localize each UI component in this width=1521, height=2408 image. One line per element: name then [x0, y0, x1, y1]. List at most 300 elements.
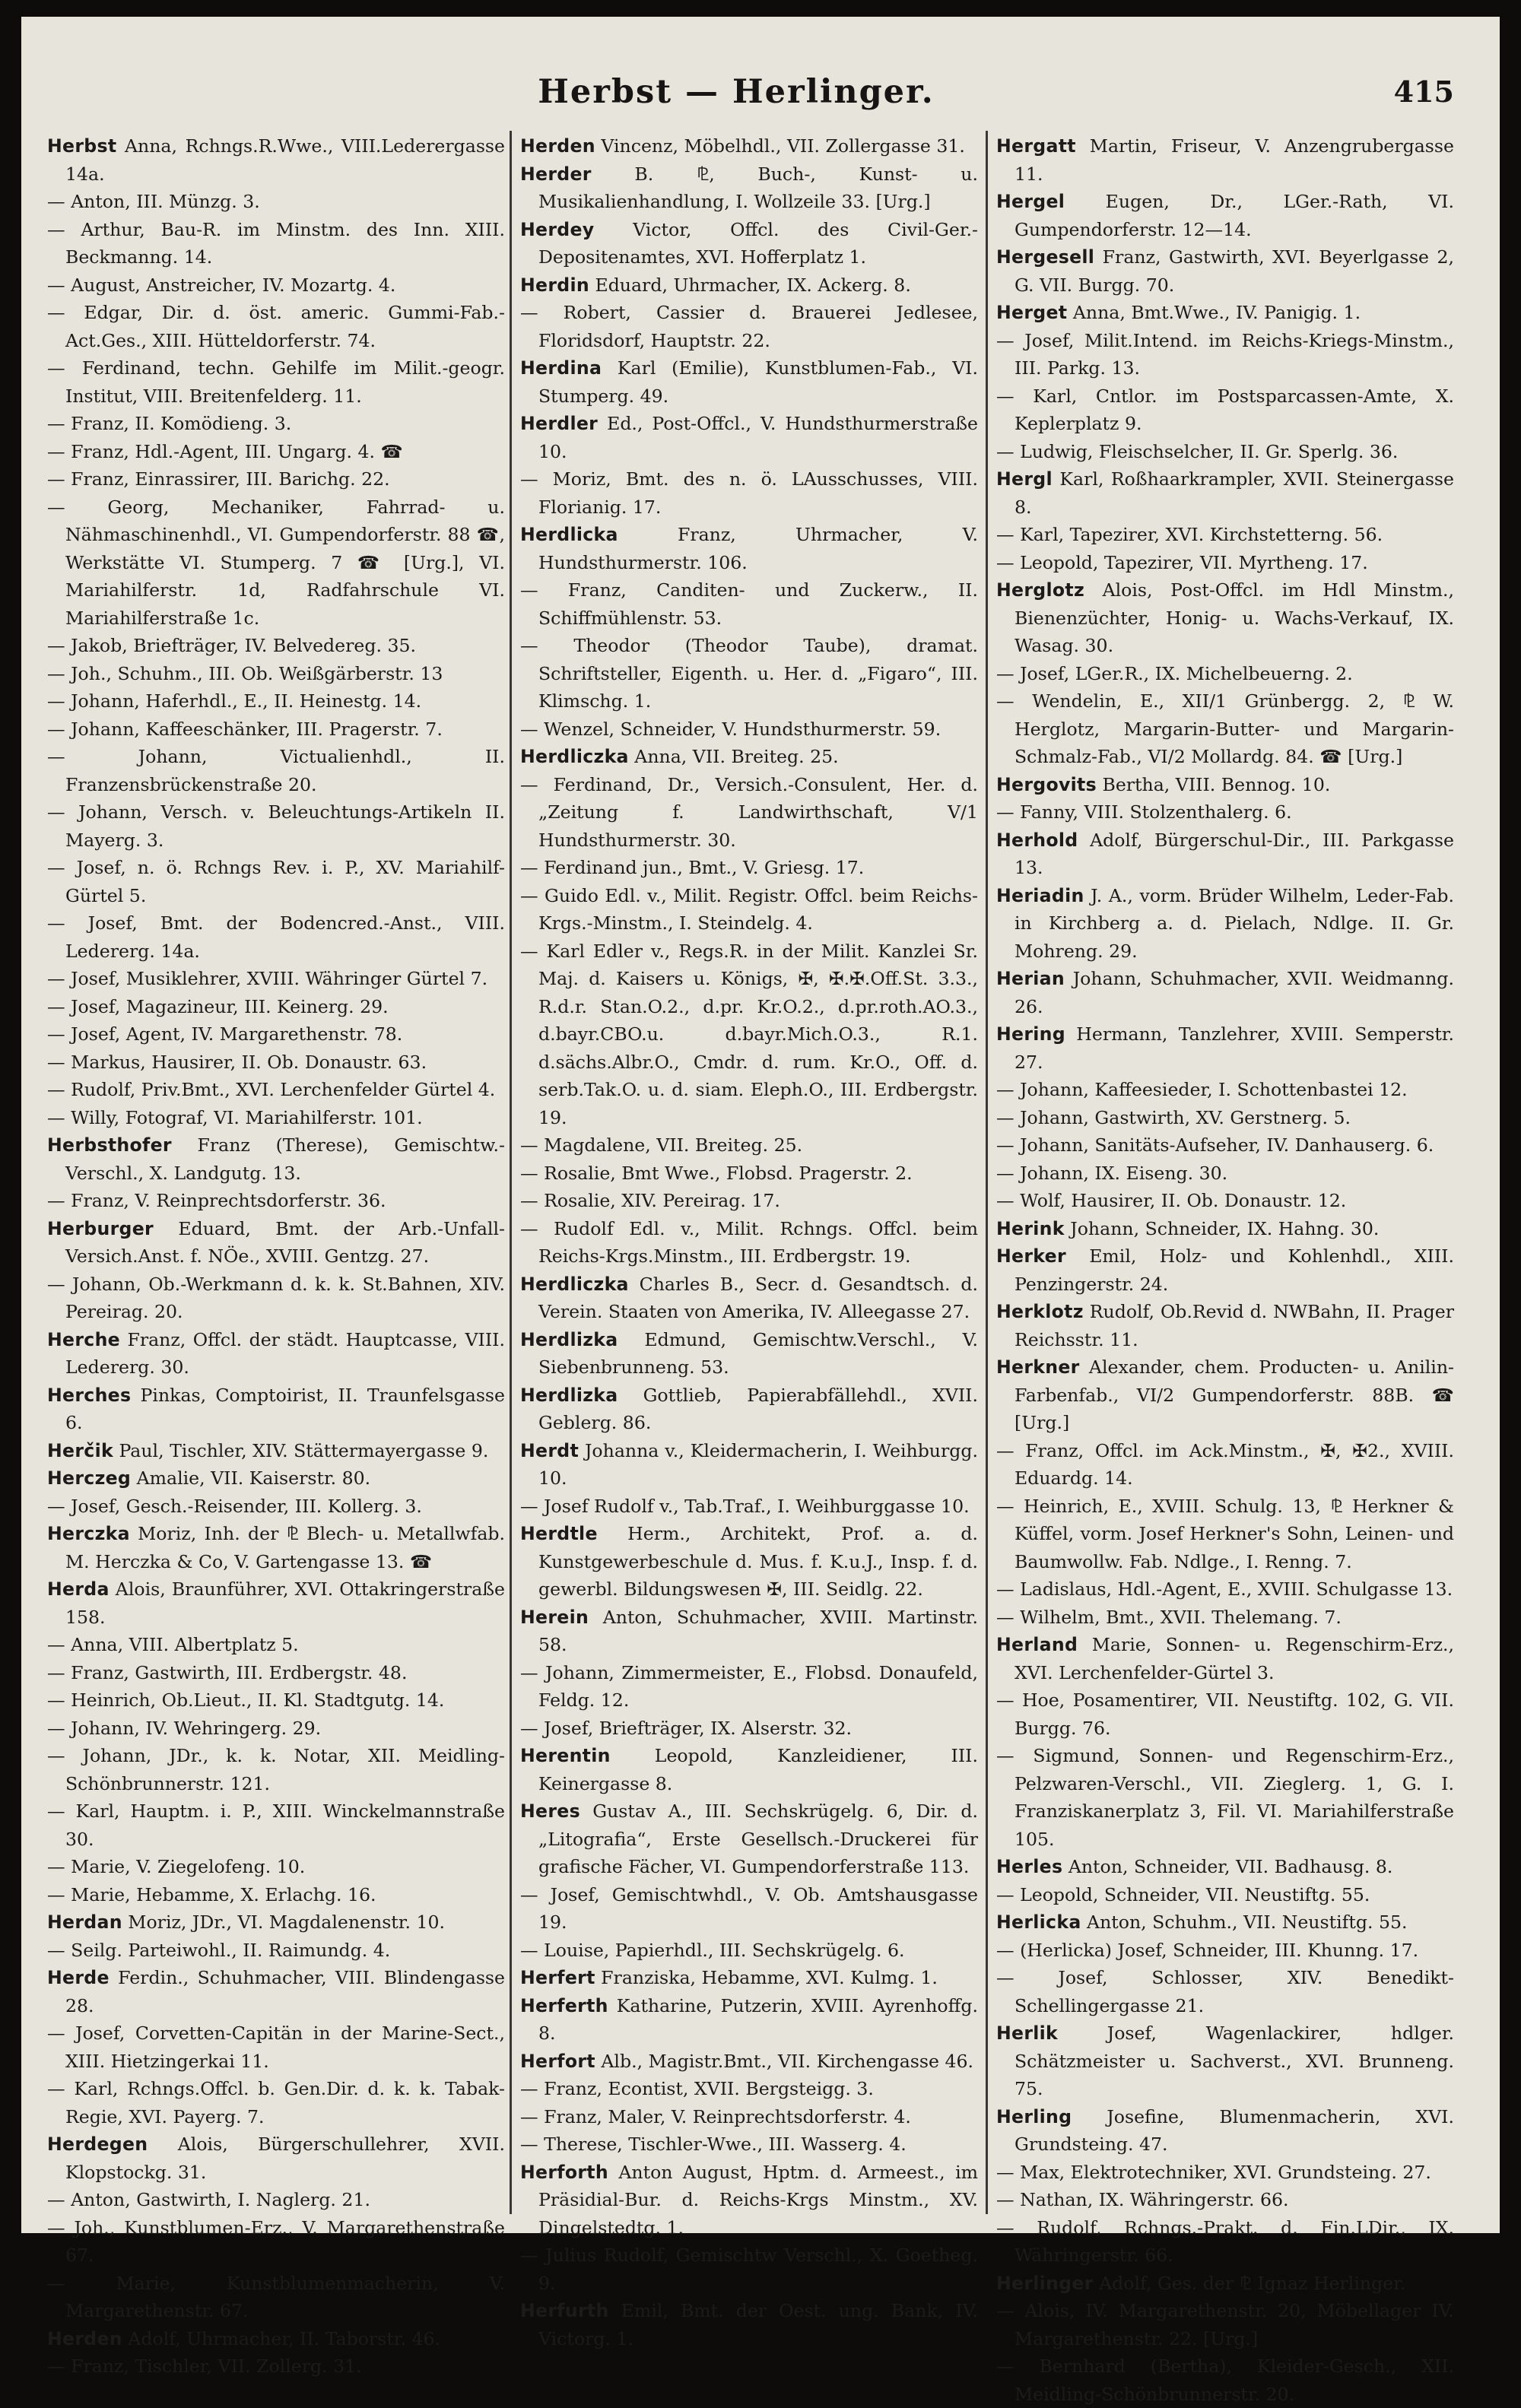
running-head: Herbst — Herlinger. [538, 73, 935, 111]
entry-text: Katharine, Putzerin, XVIII. Ayrenhoffg. 8. [538, 1994, 978, 2044]
directory-entry [47, 1187, 505, 1215]
entry-text: — Johann, Victualienhdl., II. Franzensbrückenstraße 20. [47, 746, 505, 795]
entry-text: Franz (Therese), Gemischtw.-Verschl., X. Landgutg. 13. [65, 1134, 505, 1184]
entry-text: — Seilg. Parteiwohl., II. Raimundg. 4. [47, 1939, 391, 1961]
entry-text: Moriz, Inh. der ⅊ Blech- u. Metallwfab. M. Herczka & Co, V. Gartengasse 13. ☎ [65, 1523, 505, 1572]
entry-text: — Leopold, Tapezirer, VII. Myrtheng. 17. [996, 551, 1368, 573]
entry-text: Franz, Uhrmacher, V. Hundsthurmerstr. 106. [538, 524, 978, 573]
entry-text: — Karl, Hauptm. i. P., XIII. Winckelmannstraße 30. [47, 1800, 505, 1850]
directory-entry [47, 493, 505, 633]
entry-text: — Ferdinand, Dr., Versich.-Consulent, Her. d. „Zeitung f. Landwirthschaft, V/1 Hundsthurmerstr. 30. [520, 773, 978, 851]
directory-entry [520, 576, 978, 632]
directory-entry [996, 521, 1454, 549]
entry-surname: Herdliczka [520, 1273, 629, 1295]
directory-entry [520, 1187, 978, 1215]
entry-surname: Herker [996, 1245, 1066, 1267]
entry-text: — Josef, Musiklehrer, XVIII. Währinger Gürtel 7. [47, 968, 488, 989]
entry-surname: Herfort [520, 2050, 595, 2072]
entry-text: — Fanny, VIII. Stolzenthalerg. 6. [996, 801, 1292, 823]
entry-text: Josefine, Blumenmacherin, XVI. Grundsteing. 47. [1015, 2105, 1454, 2155]
directory-entry [47, 2019, 505, 2075]
entry-text: — Johann, Gastwirth, XV. Gerstnerg. 5. [996, 1106, 1351, 1128]
directory-entry [996, 465, 1454, 521]
entry-text: Ferdin., Schuhmacher, VIII. Blindengasse 28. [65, 1967, 505, 2016]
entry-text: — Leopold, Schneider, VII. Neustiftg. 55. [996, 1883, 1370, 1905]
entry-text: Vincenz, Möbelhdl., VII. Zollergasse 31. [595, 135, 965, 157]
entry-surname: Herden [47, 2327, 122, 2349]
directory-entry [996, 882, 1454, 966]
entry-text: — Josef, Milit.Intend. im Reichs-Kriegs-Minstm., III. Parkg. 13. [996, 329, 1454, 379]
entry-text: — Josef, Magazineur, III. Keinerg. 29. [47, 995, 389, 1017]
directory-entry [996, 299, 1454, 327]
directory-entry [520, 299, 978, 354]
entry-text: — Josef, Corvetten-Capitän in der Marine-Sect., XIII. Hietzingerkai 11. [47, 2023, 505, 2072]
entry-text: — Therese, Tischler-Wwe., III. Wasserg. 4. [520, 2134, 907, 2155]
entry-text: Anton, Schuhmacher, XVIII. Martinstr. 58. [538, 1606, 978, 1655]
entry-surname: Herein [520, 1606, 589, 1628]
directory-entry [47, 2352, 505, 2381]
directory-entry [47, 2075, 505, 2130]
entry-surname: Herbsthofer [47, 1134, 172, 1156]
directory-entry [996, 771, 1454, 799]
entry-text: — Anton, III. Münzg. 3. [47, 191, 260, 212]
entry-surname: Herles [996, 1856, 1063, 1877]
directory-entry [520, 1437, 978, 1493]
entry-text: Franziska, Hebamme, XVI. Kulmg. 1. [595, 1967, 938, 1988]
directory-entry [996, 1937, 1454, 1965]
entry-surname: Herdegen [47, 2134, 148, 2155]
directory-entry [520, 938, 978, 1132]
directory-entry [47, 1493, 505, 1521]
entry-text: — Franz, Gastwirth, III. Erdbergstr. 48. [47, 1661, 408, 1683]
directory-entry [996, 1353, 1454, 1437]
entry-surname: Herder [520, 163, 592, 185]
entry-surname: Herlicka [996, 1911, 1081, 1933]
entry-text: — Josef, Agent, IV. Margarethenstr. 78. [47, 1023, 403, 1045]
entry-text: Leopold, Kanzleidiener, III. Keinergasse 8. [538, 1745, 978, 1794]
entry-surname: Herforth [520, 2161, 608, 2183]
directory-entry [520, 410, 978, 465]
directory-entry [520, 216, 978, 271]
entry-text: — Franz, II. Komödieng. 3. [47, 413, 292, 434]
entry-text: B. ⅊, Buch-, Kunst- u. Musikalienhandlung, I. Wollzeile 33. [Urg.] [538, 163, 978, 212]
directory-entry [520, 1992, 978, 2048]
entry-text: Gustav A., III. Sechskrügelg. 6, Dir. d. „Litografia“, Erste Gesellsch.-Druckerei für grafische Fächer, VI. Gumpendorferstraße 113. [538, 1800, 978, 1877]
directory-entry [520, 160, 978, 216]
directory-entry [520, 715, 978, 744]
directory-entry [47, 1908, 505, 1937]
entry-text: — Alois, IV. Margarethenstr. 20, Möbellager IV. Margarethenstr. 22. [Urg.] [996, 2300, 1454, 2349]
directory-entry [520, 1215, 978, 1271]
entry-surname: Herklotz [996, 1301, 1084, 1322]
entry-text: — Moriz, Bmt. des n. ö. LAusschusses, VIII. Florianig. 17. [520, 468, 978, 518]
entry-text: Johann, Schneider, IX. Hahng. 30. [1064, 1217, 1380, 1239]
directory-entry [996, 1076, 1454, 1104]
entry-text: Anna, VII. Breiteg. 25. [628, 746, 839, 767]
directory-entry [47, 216, 505, 271]
directory-entry [520, 1659, 978, 1715]
directory-entry [996, 438, 1454, 466]
entry-text: — Hoe, Posamentirer, VII. Neustiftg. 102, G. VII. Burgg. 76. [996, 1689, 1454, 1739]
directory-entry [47, 1575, 505, 1631]
entry-text: — Joh., Kunstblumen-Erz., V. Margarethenstraße 67. [47, 2216, 505, 2266]
entry-text: Franz, Gastwirth, XVI. Beyerlgasse 2, G. VII. Burgg. 70. [1015, 246, 1454, 296]
entry-surname: Herget [996, 302, 1068, 323]
entry-text: Pinkas, Comptoirist, II. Traunfelsgasse 6. [65, 1384, 505, 1433]
directory-entry [47, 1853, 505, 1881]
entry-surname: Herde [47, 1967, 110, 1988]
entry-text: — Johann, Kaffeeschänker, III. Pragerstr. 7. [47, 718, 443, 740]
directory-entry [47, 1464, 505, 1493]
entry-surname: Hergatt [996, 135, 1076, 157]
entry-surname: Herfurth [520, 2300, 609, 2321]
entry-text: — Johann, Zimmermeister, E., Flobsd. Donaufeld, Feldg. 12. [520, 1661, 978, 1711]
entry-text: — Robert, Cassier d. Brauerei Jedlesee, Floridsdorf, Hauptstr. 22. [520, 302, 978, 351]
column-rule [510, 131, 512, 2214]
entry-surname: Herian [996, 968, 1065, 989]
directory-entry [520, 132, 978, 160]
entry-text: — Rudolf Edl. v., Milit. Rchngs. Offcl. beim Reichs-Krgs.Minstm., III. Erdbergstr. 19. [520, 1217, 978, 1267]
entry-text: — Franz, Tischler, VII. Zollerg. 31. [47, 2356, 362, 2377]
directory-entry [520, 2130, 978, 2159]
entry-text: J. A., vorm. Brüder Wilhelm, Leder-Fab. in Kirchberg a. d. Pielach, Ndlge. II. Gr. Mohreng. 29. [1015, 884, 1454, 962]
entry-text: Johanna v., Kleidermacherin, I. Weihburgg. 10. [538, 1439, 978, 1489]
directory-entry [47, 410, 505, 438]
entry-text: — Karl, Cntlor. im Postsparcassen-Amte, X. Keplerplatz 9. [996, 385, 1454, 434]
directory-entry [47, 1215, 505, 1271]
entry-text: — Josef, Gemischtwhdl., V. Ob. Amtshausgasse 19. [520, 1883, 978, 1933]
directory-entry [996, 576, 1454, 660]
entry-text: — Josef, Schlosser, XIV. Benedikt-Schellingergasse 21. [996, 1967, 1454, 2016]
entry-text: — Louise, Papierhdl., III. Sechskrügelg. 6. [520, 1939, 905, 1961]
directory-entry [47, 2325, 505, 2353]
directory-entry [520, 2159, 978, 2242]
directory-entry [520, 354, 978, 410]
entry-text: — Franz, Canditen- und Zuckerw., II. Schiffmühlenstr. 53. [520, 579, 978, 629]
entry-text: Karl, Roßhaarkrampler, XVII. Steinergasse 8. [1015, 468, 1454, 518]
entry-text: — Franz, Offcl. im Ack.Minstm., ✠, ✠2., XVIII. Eduardg. 14. [996, 1439, 1454, 1489]
directory-entry [520, 1964, 978, 1992]
entry-text: — Wenzel, Schneider, V. Hundsthurmerstr. 59. [520, 718, 941, 740]
entry-surname: Herden [520, 135, 595, 157]
entry-surname: Hering [996, 1023, 1065, 1045]
directory-entry [47, 354, 505, 410]
directory-entry [996, 687, 1454, 771]
directory-entry [996, 1437, 1454, 1493]
entry-text: — Franz, Maler, V. Reinprechtsdorferstr. 4. [520, 2105, 911, 2127]
entry-text: — Josef, Gesch.-Reisender, III. Kollerg. 3. [47, 1495, 422, 1517]
directory-entry [47, 1520, 505, 1575]
directory-entry [996, 1575, 1454, 1604]
directory-entry [47, 1131, 505, 1187]
entry-surname: Herkner [996, 1356, 1080, 1378]
directory-entry [996, 965, 1454, 1020]
entry-surname: Herentin [520, 1745, 611, 1766]
directory-entry [520, 1326, 978, 1382]
directory-entry [520, 465, 978, 521]
entry-text: — Theodor (Theodor Taube), dramat. Schriftsteller, Eigenth. u. Her. d. „Figaro“, III. Klimschg. 1. [520, 635, 978, 712]
entry-surname: Herferth [520, 1994, 608, 2016]
entry-text: — Josef, n. ö. Rchngs Rev. i. P., XV. Mariahilf-Gürtel 5. [47, 857, 505, 906]
entry-text: — Joh., Schuhm., III. Ob. Weißgärberstr. 13 [47, 662, 443, 684]
directory-entry [996, 826, 1454, 882]
entry-text: Johann, Schuhmacher, XVII. Weidmanng. 26. [1015, 968, 1454, 1017]
entry-text: — Karl, Tapezirer, XVI. Kirchstetterng. 56. [996, 524, 1383, 545]
entry-text: Alb., Magistr.Bmt., VII. Kirchengasse 46. [595, 2050, 973, 2072]
directory-entry [520, 1797, 978, 1881]
entry-surname: Herčik [47, 1439, 113, 1461]
directory-entry [996, 1881, 1454, 1909]
entry-surname: Herland [996, 1634, 1078, 1655]
directory-entry [520, 1160, 978, 1188]
entry-text: — Johann, Versch. v. Beleuchtungs-Artikeln II. Mayerg. 3. [47, 801, 505, 851]
entry-text: — August, Anstreicher, IV. Mozartg. 4. [47, 274, 396, 296]
directory-entry [520, 2241, 978, 2297]
entry-text: — Julius Rudolf, Gemischtw Verschl., X. Goetheg. 9. [520, 2245, 978, 2294]
directory-entry [996, 1298, 1454, 1353]
entry-text: Rudolf, Ob.Revid d. NWBahn, II. Prager Reichsstr. 11. [1015, 1301, 1454, 1350]
entry-text: — Heinrich, Ob.Lieut., II. Kl. Stadtgutg. 14. [47, 1689, 445, 1711]
directory-entry [996, 1964, 1454, 2019]
directory-entry [520, 1715, 978, 1743]
directory-entry [47, 1271, 505, 1326]
directory-entry [47, 1631, 505, 1659]
directory-entry [996, 2214, 1454, 2270]
directory-entry [996, 1242, 1454, 1298]
entry-surname: Herdler [520, 413, 599, 434]
directory-entry [996, 1160, 1454, 1188]
directory-entry [47, 132, 505, 188]
directory-entry [996, 1187, 1454, 1215]
directory-entry [520, 2048, 978, 2076]
entry-text: — Wolf, Hausirer, II. Ob. Donaustr. 12. [996, 1190, 1347, 1211]
entry-surname: Herdey [520, 218, 595, 240]
directory-entry [996, 798, 1454, 826]
directory-entry [47, 2270, 505, 2325]
entry-text: — Guido Edl. v., Milit. Registr. Offcl. beim Reichs-Krgs.-Minstm., I. Steindelg. 4. [520, 884, 978, 934]
directory-entry [996, 2186, 1454, 2214]
directory-entry [47, 1437, 505, 1465]
entry-surname: Herling [996, 2105, 1072, 2127]
directory-entry [996, 2159, 1454, 2187]
entry-text: — Ludwig, Fleischselcher, II. Gr. Sperlg. 36. [996, 440, 1399, 462]
directory-entry [47, 1937, 505, 1965]
entry-text: — Karl Edler v., Regs.R. in der Milit. Kanzlei Sr. Maj. d. Kaisers u. Königs, ✠, ✠.✠.Off.St. 3.3., R.d.r. Stan.O.2., d.pr. Kr.O.2., d.pr.roth.AO.3., d.bayr.CBO.u. d.bayr.Mich.O.3., R.1. d.sächs.Albr.O., Cmdr. d. rum. Kr.O., Off. d. serb.Tak.O. u. d. siam. Eleph.O., III. Erdbergstr. 19. [520, 940, 978, 1128]
directory-entry [47, 743, 505, 798]
directory-entry [996, 2297, 1454, 2352]
directory-entry [520, 2297, 978, 2352]
entry-surname: Heriadin [996, 884, 1084, 906]
entry-text: — Rosalie, XIV. Pereirag. 17. [520, 1190, 780, 1211]
directory-entry [996, 1493, 1454, 1576]
entry-text: — Bernhard (Bertha), Kleider-Gesch., XII. Meidling-Schönbrunnerstr. 20. [996, 2356, 1454, 2405]
entry-text: — Georg, Mechaniker, Fahrrad- u. Nähmaschinenhdl., VI. Gumpendorferstr. 88 ☎, Werkstätte VI. Stumperg. 7 ☎ [Urg.], VI. Mariahilferstr. 1d, Radfahrschule VI. Mariahilferstraße 1c. [47, 496, 505, 629]
directory-entry [47, 1049, 505, 1077]
directory-entry [520, 743, 978, 771]
directory-entry [47, 798, 505, 854]
directory-entry [47, 299, 505, 354]
entry-text: — Johann, Ob.-Werkmann d. k. k. St.Bahnen, XIV. Pereirag. 20. [47, 1273, 505, 1322]
entry-surname: Herdt [520, 1439, 580, 1461]
entry-surname: Herczeg [47, 1467, 132, 1489]
directory-entry [47, 632, 505, 660]
entry-text: — Jakob, Briefträger, IV. Belvedereg. 35. [47, 635, 416, 656]
directory-entry [47, 1326, 505, 1382]
column-rule [986, 131, 988, 2214]
directory-entry [520, 854, 978, 882]
entry-text: — Johann, Kaffeesieder, I. Schottenbastei 12. [996, 1079, 1408, 1100]
directory-entry [520, 1937, 978, 1965]
entry-surname: Herglotz [996, 579, 1084, 601]
entry-text: — Johann, IX. Eiseng. 30. [996, 1162, 1228, 1184]
entry-text: Bertha, VIII. Bennog. 10. [1096, 773, 1331, 795]
directory-entry [47, 1382, 505, 1437]
directory-entry [996, 1908, 1454, 1937]
directory-entry [520, 1271, 978, 1326]
entry-surname: Herink [996, 1217, 1065, 1239]
directory-entry [47, 2130, 505, 2186]
entry-text: Adolf, Bürgerschul-Dir., III. Parkgasse 13. [1015, 829, 1454, 878]
entry-text: — Josef, Bmt. der Bodencred.-Anst., VIII. Ledererg. 14a. [47, 912, 505, 962]
entry-text: — Wilhelm, Bmt., XVII. Thelemang. 7. [996, 1606, 1342, 1628]
directory-entry [520, 1604, 978, 1659]
directory-entry [996, 1631, 1454, 1686]
entry-text: Moriz, JDr., VI. Magdalenenstr. 10. [122, 1911, 445, 1933]
entry-surname: Herdlizka [520, 1384, 618, 1406]
directory-page [21, 17, 1500, 2405]
page-number: 415 [1393, 75, 1454, 109]
directory-entry [47, 271, 505, 300]
entry-text: Alois, Post-Offcl. im Hdl Minstm., Bienenzüchter, Honig- u. Wachs-Verkauf, IX. Wasag. 30. [1015, 579, 1454, 656]
directory-entry [520, 771, 978, 855]
entry-text: Hermann, Tanzlehrer, XVIII. Semperstr. 27. [1015, 1023, 1454, 1073]
entry-text: — Heinrich, E., XVIII. Schulg. 13, ⅊ Herkner & Küffel, vorm. Josef Herkner's Sohn, Leinen- und Baumwollw. Fab. Ndlge., I. Renng. 7. [996, 1495, 1454, 1572]
directory-entry [996, 1020, 1454, 1076]
entry-text: — Arthur, Bau-R. im Minstm. des Inn. XIII. Beckmanng. 14. [47, 218, 505, 268]
directory-entry [520, 2075, 978, 2103]
directory-entry [520, 882, 978, 938]
entry-text: Victor, Offcl. des Civil-Ger.-Depositenamtes, XVI. Hofferplatz 1. [538, 218, 978, 268]
entry-text: Alexander, chem. Producten- u. Anilin-Farbenfab., VI/2 Gumpendorferstr. 88B. ☎ [Urg.] [1015, 1356, 1454, 1433]
entry-surname: Herdtle [520, 1523, 598, 1544]
entry-surname: Herhold [996, 829, 1078, 851]
directory-entry [47, 965, 505, 993]
entry-text: Anton, Schneider, VII. Badhausg. 8. [1062, 1856, 1393, 1877]
directory-entry [47, 1715, 505, 1743]
entry-text: — Nathan, IX. Währingerstr. 66. [996, 2189, 1289, 2210]
entry-text: Adolf, Uhrmacher, II. Taborstr. 46. [122, 2327, 441, 2349]
directory-entry [47, 1964, 505, 2019]
entry-text: Karl (Emilie), Kunstblumen-Fab., VI. Stumperg. 49. [538, 357, 978, 407]
entry-text: — Sigmund, Sonnen- und Regenschirm-Erz., Pelzwaren-Verschl., VII. Zieglerg. 1, G. I. Franziskanerplatz 3, Fil. VI. Mariahilferstraße 105. [996, 1745, 1454, 1850]
entry-text: Amalie, VII. Kaiserstr. 80. [131, 1467, 371, 1489]
entry-surname: Herlik [996, 2023, 1059, 2044]
entry-text: — Willy, Fotograf, VI. Mariahilferstr. 101. [47, 1106, 423, 1128]
entry-text: — Rudolf, Rchngs.-Prakt. d. Fin.LDir., IX. Währingerstr. 66. [996, 2216, 1454, 2266]
entry-text: — Marie, Kunstblumenmacherin, V. Margarethenstr. 67. [47, 2272, 505, 2321]
directory-entry [520, 1131, 978, 1160]
directory-entry [996, 2352, 1454, 2408]
directory-entry [996, 1604, 1454, 1632]
directory-entry [47, 909, 505, 965]
directory-entry [996, 1215, 1454, 1243]
entry-surname: Herdlizka [520, 1328, 618, 1350]
entry-text: Franz, Offcl. der städt. Hauptcasse, VIII. Ledererg. 30. [65, 1328, 505, 1378]
entry-surname: Herches [47, 1384, 132, 1406]
entry-text: — Franz, V. Reinprechtsdorferstr. 36. [47, 1190, 386, 1211]
entry-text: Martin, Friseur, V. Anzengrubergasse 11. [1015, 135, 1454, 185]
entry-text: Ed., Post-Offcl., V. Hundsthurmerstraße 10. [538, 413, 978, 462]
directory-entry [47, 1797, 505, 1853]
directory-entry [47, 854, 505, 909]
entry-text: Adolf, Ges. der ⅊ Ignaz Herlinger. [1093, 2272, 1406, 2294]
directory-entry [996, 2019, 1454, 2103]
entry-surname: Hergesell [996, 246, 1095, 268]
directory-entry [996, 549, 1454, 577]
entry-text: Paul, Tischler, XIV. Stättermayergasse 9. [113, 1439, 489, 1461]
entry-text: Alois, Braunführer, XVI. Ottakringerstraße 158. [65, 1578, 505, 1628]
entry-surname: Herlinger [996, 2272, 1094, 2294]
entry-text: — Anton, Gastwirth, I. Naglerg. 21. [47, 2189, 370, 2210]
entry-text: Anna, Bmt.Wwe., IV. Panigig. 1. [1067, 302, 1361, 323]
directory-entry [520, 1493, 978, 1521]
entry-surname: Herfert [520, 1967, 595, 1988]
entry-text: Marie, Sonnen- u. Regenschirm-Erz., XVI. Lerchenfelder-Gürtel 3. [1015, 1634, 1454, 1683]
directory-entry [47, 660, 505, 688]
directory-entry [520, 2103, 978, 2131]
directory-entry [47, 2186, 505, 2214]
entry-text: Alois, Bürgerschullehrer, XVII. Klopstockg. 31. [65, 2134, 505, 2183]
entry-text: — Johann, IV. Wehringerg. 29. [47, 1717, 322, 1739]
directory-entry [996, 1742, 1454, 1853]
entry-surname: Herche [47, 1328, 120, 1350]
directory-entry [996, 132, 1454, 188]
entry-text: — Rudolf, Priv.Bmt., XVI. Lerchenfelder Gürtel 4. [47, 1079, 496, 1100]
entry-surname: Hergovits [996, 773, 1097, 795]
entry-text: — Ferdinand jun., Bmt., V. Griesg. 17. [520, 857, 865, 878]
entry-text: — Magdalene, VII. Breiteg. 25. [520, 1134, 803, 1156]
entry-surname: Herdliczka [520, 746, 629, 767]
entry-text: — Josef, LGer.R., IX. Michelbeuerng. 2. [996, 662, 1353, 684]
entry-text: — Marie, Hebamme, X. Erlachg. 16. [47, 1883, 376, 1905]
entry-text: — Edgar, Dir. d. öst. americ. Gummi-Fab.-Act.Ges., XIII. Hütteldorferstr. 74. [47, 302, 505, 351]
directory-entry [47, 1020, 505, 1049]
directory-entry [47, 465, 505, 493]
directory-entry [47, 438, 505, 466]
entry-text: — Markus, Hausirer, II. Ob. Donaustr. 63. [47, 1051, 427, 1073]
entry-surname: Herdin [520, 274, 589, 296]
entry-text: Eduard, Bmt. der Arb.-Unfall-Versich.Anst. f. NÖe., XVIII. Gentzg. 27. [65, 1217, 505, 1267]
directory-entry [520, 521, 978, 576]
directory-entry [47, 687, 505, 715]
entry-surname: Herdlicka [520, 524, 618, 545]
entry-text: — Johann, JDr., k. k. Notar, XII. Meidling-Schönbrunnerstr. 121. [47, 1745, 505, 1794]
entry-text: Herm., Architekt, Prof. a. d. Kunstgewerbeschule d. Mus. f. K.u.J., Insp. f. d. gewerbl. Bildungswesen ✠, III. Seidlg. 22. [538, 1523, 978, 1600]
entry-text: — Ladislaus, Hdl.-Agent, E., XVIII. Schulgasse 13. [996, 1578, 1453, 1600]
directory-entry [520, 632, 978, 715]
directory-entry [47, 715, 505, 744]
directory-entry [996, 1104, 1454, 1132]
entry-surname: Herda [47, 1578, 110, 1600]
directory-entry [47, 1881, 505, 1909]
directory-entry [47, 1686, 505, 1715]
entry-surname: Heres [520, 1800, 580, 1822]
entry-text: — Franz, Einrassirer, III. Barichg. 22. [47, 468, 390, 490]
directory-entry [996, 188, 1454, 243]
entry-text: — Marie, V. Ziegelofeng. 10. [47, 1856, 306, 1877]
entry-text: Charles B., Secr. d. Gesandtsch. d. Verein. Staaten von Amerika, IV. Alleegasse 27. [538, 1273, 978, 1322]
entry-text: — (Herlicka) Josef, Schneider, III. Khunng. 17. [996, 1939, 1419, 1961]
